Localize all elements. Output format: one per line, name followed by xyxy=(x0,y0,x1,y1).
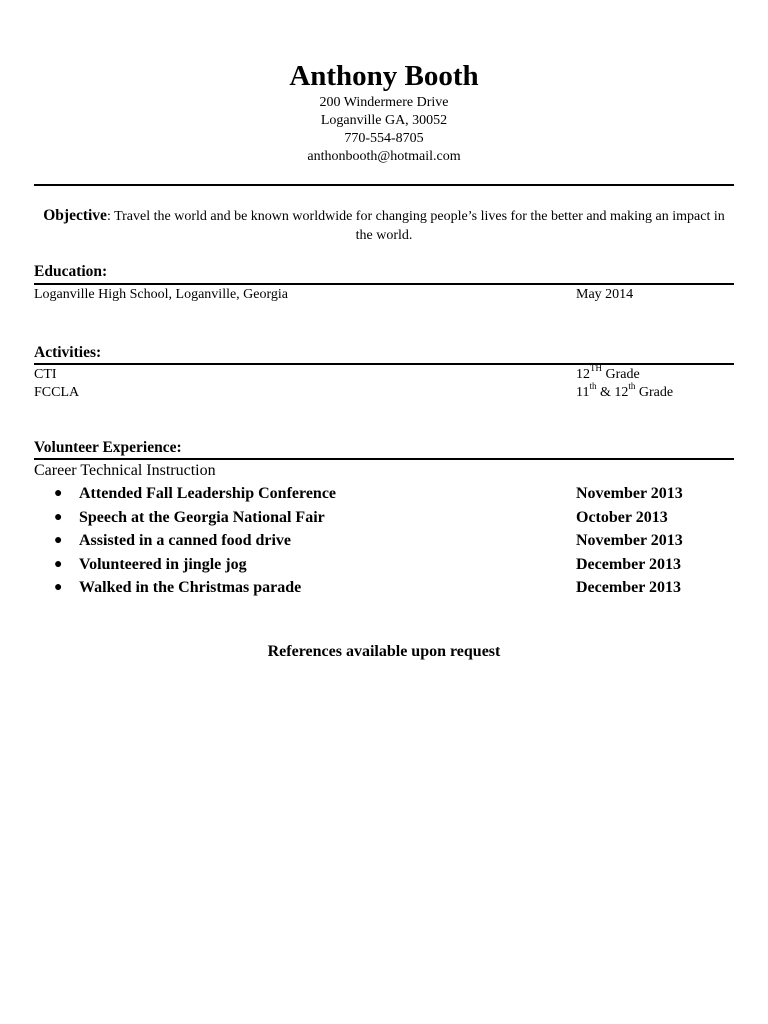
graduation-date: May 2014 xyxy=(576,287,634,302)
list-item xyxy=(34,530,734,554)
volunteer-organization: Career Technical Instruction xyxy=(34,462,216,479)
volunteer-activity: Volunteered in jingle jog xyxy=(79,555,247,573)
grade-word: Grade xyxy=(635,385,674,400)
volunteer-date: November 2013 xyxy=(576,532,683,549)
list-item xyxy=(34,577,734,601)
email-address: anthonbooth@hotmail.com xyxy=(307,149,461,164)
activities-title: Activities: xyxy=(34,344,102,361)
grade-word: Grade xyxy=(602,367,640,382)
volunteer-divider xyxy=(34,458,734,460)
list-item xyxy=(34,507,734,531)
volunteer-activity: Assisted in a canned food drive xyxy=(79,532,292,549)
objective-text: Travel the world and be known worldwide for changing people’s lives for the better and making an impact in the world. xyxy=(110,209,725,243)
bullet-icon: ● xyxy=(54,556,63,572)
bullet-icon: ● xyxy=(54,533,63,548)
grade-number: 11 xyxy=(576,385,590,400)
list-item xyxy=(34,554,734,578)
bullet-icon: ● xyxy=(54,580,63,595)
bullet-icon: ● xyxy=(54,509,63,525)
grade-suffix: th xyxy=(589,381,597,392)
volunteer-activity: Walked in the Christmas parade xyxy=(79,579,302,596)
references-note: References available upon request xyxy=(267,643,501,660)
volunteer-date: November 2013 xyxy=(576,485,683,502)
objective-separator: : xyxy=(106,209,111,224)
grade-suffix: th xyxy=(628,381,636,392)
applicant-name: Anthony Booth xyxy=(289,60,479,92)
volunteer-activity: Attended Fall Leadership Conference xyxy=(79,485,337,502)
objective-label: Objective xyxy=(43,207,107,224)
list-item xyxy=(34,483,734,507)
grade-suffix: TH xyxy=(590,363,602,374)
volunteer-activity: Speech at the Georgia National Fair xyxy=(79,508,325,526)
grade-number: & 12 xyxy=(596,385,629,400)
phone-number: 770-554-8705 xyxy=(344,131,424,146)
activity-grade xyxy=(576,381,674,402)
address-line-1: 200 Windermere Drive xyxy=(319,95,449,110)
education-divider xyxy=(34,283,734,285)
volunteer-date: December 2013 xyxy=(576,555,681,573)
address-line-2: Loganville GA, 30052 xyxy=(320,113,448,128)
education-title: Education: xyxy=(34,263,108,280)
objective-paragraph xyxy=(34,206,734,245)
volunteer-list xyxy=(34,483,734,601)
bullet-icon: ● xyxy=(54,486,63,501)
activity-name: CTI xyxy=(34,367,57,382)
activities-divider xyxy=(34,363,734,365)
school-name: Loganville High School, Loganville, Georgia xyxy=(34,287,289,302)
volunteer-date: December 2013 xyxy=(576,579,681,596)
volunteer-title: Volunteer Experience: xyxy=(34,439,182,456)
volunteer-date: October 2013 xyxy=(576,508,668,526)
resume-header xyxy=(0,58,768,166)
header-divider xyxy=(34,184,734,186)
grade-number: 12 xyxy=(576,367,590,382)
activity-name: FCCLA xyxy=(34,385,80,400)
